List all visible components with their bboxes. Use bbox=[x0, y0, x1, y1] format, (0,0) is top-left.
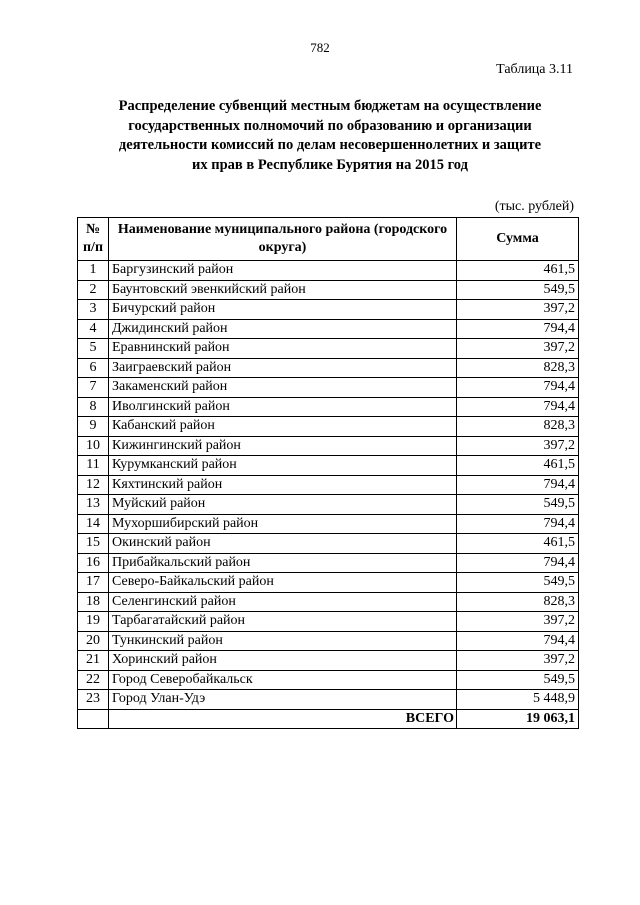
row-sum: 549,5 bbox=[457, 495, 579, 515]
row-sum: 794,4 bbox=[457, 378, 579, 398]
subvention-table bbox=[77, 217, 579, 729]
total-empty-cell bbox=[78, 709, 109, 729]
table-row bbox=[78, 456, 579, 476]
district-name: Город Улан-Удэ bbox=[109, 690, 457, 710]
row-number: 21 bbox=[78, 651, 109, 671]
table-header-row bbox=[78, 218, 579, 261]
total-label: ВСЕГО bbox=[109, 709, 457, 729]
district-name: Иволгинский район bbox=[109, 397, 457, 417]
table-row bbox=[78, 553, 579, 573]
row-number: 20 bbox=[78, 631, 109, 651]
table-row bbox=[78, 573, 579, 593]
district-name: Муйский район bbox=[109, 495, 457, 515]
district-name: Окинский район bbox=[109, 534, 457, 554]
row-number: 14 bbox=[78, 514, 109, 534]
header-sum: Сумма bbox=[457, 218, 579, 261]
district-name: Прибайкальский район bbox=[109, 553, 457, 573]
district-name: Джидинский район bbox=[109, 319, 457, 339]
table-row bbox=[78, 319, 579, 339]
row-number: 23 bbox=[78, 690, 109, 710]
table-row bbox=[78, 378, 579, 398]
row-number: 19 bbox=[78, 612, 109, 632]
title-line: государственных полномочий по образованию и организации bbox=[128, 117, 532, 134]
total-row bbox=[78, 709, 579, 729]
row-sum: 397,2 bbox=[457, 300, 579, 320]
row-number: 10 bbox=[78, 436, 109, 456]
table-row bbox=[78, 495, 579, 515]
row-number: 2 bbox=[78, 280, 109, 300]
header-name: Наименование муниципального района (городского округа) bbox=[109, 218, 457, 261]
header-number: № п/п bbox=[78, 218, 109, 261]
row-sum: 794,4 bbox=[457, 553, 579, 573]
table-row bbox=[78, 592, 579, 612]
total-sum: 19 063,1 bbox=[457, 709, 579, 729]
row-sum: 461,5 bbox=[457, 261, 579, 281]
district-name: Кяхтинский район bbox=[109, 475, 457, 495]
table-row bbox=[78, 358, 579, 378]
row-sum: 461,5 bbox=[457, 534, 579, 554]
district-name: Селенгинский район bbox=[109, 592, 457, 612]
row-number: 15 bbox=[78, 534, 109, 554]
table-row bbox=[78, 280, 579, 300]
row-number: 1 bbox=[78, 261, 109, 281]
district-name: Заиграевский район bbox=[109, 358, 457, 378]
row-number: 3 bbox=[78, 300, 109, 320]
row-sum: 794,4 bbox=[457, 397, 579, 417]
table-row bbox=[78, 300, 579, 320]
district-name: Баргузинский район bbox=[109, 261, 457, 281]
district-name: Бичурский район bbox=[109, 300, 457, 320]
table-row bbox=[78, 475, 579, 495]
district-name: Тарбагатайский район bbox=[109, 612, 457, 632]
row-sum: 828,3 bbox=[457, 358, 579, 378]
district-name: Кижингинский район bbox=[109, 436, 457, 456]
row-number: 8 bbox=[78, 397, 109, 417]
row-number: 12 bbox=[78, 475, 109, 495]
row-number: 6 bbox=[78, 358, 109, 378]
row-number: 17 bbox=[78, 573, 109, 593]
table-body bbox=[78, 261, 579, 710]
document-title bbox=[80, 97, 580, 175]
table-row bbox=[78, 417, 579, 437]
row-sum: 397,2 bbox=[457, 436, 579, 456]
district-name: Тункинский район bbox=[109, 631, 457, 651]
district-name: Город Северобайкальск bbox=[109, 670, 457, 690]
row-number: 16 bbox=[78, 553, 109, 573]
row-number: 4 bbox=[78, 319, 109, 339]
title-line: деятельности комиссий по делам несовершеннолетних и защите bbox=[118, 137, 542, 153]
row-number: 7 bbox=[78, 378, 109, 398]
row-number: 9 bbox=[78, 417, 109, 437]
district-name: Хоринский район bbox=[109, 651, 457, 671]
row-sum: 828,3 bbox=[457, 592, 579, 612]
district-name: Баунтовский эвенкийский район bbox=[109, 280, 457, 300]
row-number: 5 bbox=[78, 339, 109, 359]
table-row bbox=[78, 436, 579, 456]
district-name: Еравнинский район bbox=[109, 339, 457, 359]
table-row bbox=[78, 690, 579, 710]
row-number: 11 bbox=[78, 456, 109, 476]
table-row bbox=[78, 631, 579, 651]
table-row bbox=[78, 339, 579, 359]
district-name: Северо-Байкальский район bbox=[109, 573, 457, 593]
table-label: Таблица 3.11 bbox=[496, 62, 573, 77]
row-number: 18 bbox=[78, 592, 109, 612]
row-sum: 549,5 bbox=[457, 670, 579, 690]
row-sum: 5 448,9 bbox=[457, 690, 579, 710]
row-sum: 549,5 bbox=[457, 573, 579, 593]
row-sum: 794,4 bbox=[457, 475, 579, 495]
table-row bbox=[78, 670, 579, 690]
table-row bbox=[78, 612, 579, 632]
row-sum: 461,5 bbox=[457, 456, 579, 476]
title-line: Распределение субвенций местным бюджетам на осуществление bbox=[118, 98, 542, 114]
row-sum: 397,2 bbox=[457, 612, 579, 632]
row-sum: 397,2 bbox=[457, 339, 579, 359]
table-row bbox=[78, 397, 579, 417]
units-note: (тыс. рублей) bbox=[494, 199, 574, 214]
row-sum: 794,4 bbox=[457, 631, 579, 651]
row-sum: 794,4 bbox=[457, 514, 579, 534]
page-number: 782 bbox=[310, 40, 330, 55]
row-sum: 549,5 bbox=[457, 280, 579, 300]
district-name: Кабанский район bbox=[109, 417, 457, 437]
district-name: Курумканский район bbox=[109, 456, 457, 476]
table-row bbox=[78, 651, 579, 671]
title-line: их прав в Республике Бурятия на 2015 год bbox=[192, 156, 468, 173]
table-row bbox=[78, 514, 579, 534]
row-sum: 397,2 bbox=[457, 651, 579, 671]
table-row bbox=[78, 534, 579, 554]
row-sum: 794,4 bbox=[457, 319, 579, 339]
table-row bbox=[78, 261, 579, 281]
district-name: Мухоршибирский район bbox=[109, 514, 457, 534]
row-sum: 828,3 bbox=[457, 417, 579, 437]
district-name: Закаменский район bbox=[109, 378, 457, 398]
row-number: 22 bbox=[78, 670, 109, 690]
row-number: 13 bbox=[78, 495, 109, 515]
